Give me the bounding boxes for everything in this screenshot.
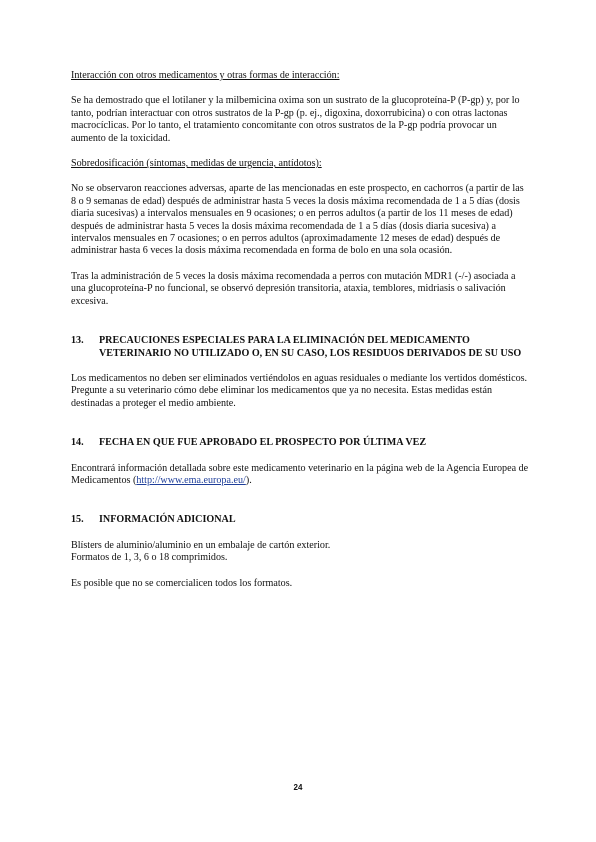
- section-15-line-2: Formatos de 1, 3, 6 o 18 comprimidos.: [71, 552, 228, 564]
- section-13-heading: [71, 335, 531, 360]
- section-14-text-after: ).: [245, 474, 252, 486]
- section-13-number: 13.: [71, 335, 84, 347]
- overdose-heading: Sobredosificación (síntomas, medidas de urgencia, antídotos):: [71, 158, 322, 170]
- section-14-title: FECHA EN QUE FUE APROBADO EL PROSPECTO POR ÚLTIMA VEZ: [99, 437, 427, 449]
- section-14-number: 14.: [71, 437, 84, 449]
- page-number: 24: [293, 783, 303, 792]
- section-13-title: PRECAUCIONES ESPECIALES PARA LA ELIMINACIÓN DEL MEDICAMENTO VETERINARIO NO UTILIZADO O, EN SU CASO, LOS RESIDUOS DERIVADOS DE SU USO: [99, 335, 522, 359]
- section-14-text-before: Encontrará información detallada sobre este medicamento veterinario en la página web de la Agencia Europea de Medicamentos (: [71, 462, 529, 486]
- document-page: [71, 70, 531, 590]
- section-15-heading: [71, 514, 531, 526]
- section-14-heading: [71, 437, 531, 449]
- section-15-line-1: Blísters de aluminio/aluminio en un embalaje de cartón exterior.: [71, 539, 331, 551]
- interaction-paragraph: Se ha demostrado que el lotilaner y la milbemicina oxima son un sustrato de la glucoproteína-P (P-gp) y, por lo tanto, podrían interactuar con otros sustratos de la P-gp (p. ej., digoxina, doxorrubicina) o con otras lactonas macrocíclicas. Por lo tanto, el tratamiento concomitante con otros sustratos de la P-gp podría provocar un aumento de la toxicidad.: [71, 95, 520, 144]
- ema-website-link[interactable]: http://www.ema.europa.eu/: [136, 474, 246, 486]
- section-15-line-3: Es posible que no se comercialicen todos los formatos.: [71, 577, 293, 589]
- section-13-paragraph: Los medicamentos no deben ser eliminados vertiéndolos en aguas residuales o mediante los vertidos domésticos. Pregunte a su veterinario cómo debe eliminar los medicamentos que ya no necesita. Estas medidas están destinadas a proteger el medio ambiente.: [71, 372, 528, 409]
- overdose-paragraph-2: Tras la administración de 5 veces la dosis máxima recomendada a perros con mutación MDR1 (-/-) asociada a una glucoproteína-P no funcional, se observó depresión transitoria, ataxia, temblores, midriasis o salivación excesiva.: [71, 270, 516, 307]
- interaction-heading: Interacción con otros medicamentos y otras formas de interacción:: [71, 70, 340, 81]
- section-14-paragraph: [71, 463, 531, 488]
- section-15-title: INFORMACIÓN ADICIONAL: [99, 514, 236, 526]
- overdose-paragraph-1: No se observaron reacciones adversas, aparte de las mencionadas en este prospecto, en cachorros (a partir de las 8 o 9 semanas de edad) después de administrar hasta 5 veces la dosis máxima recomendada de 1 a 5 días (dosis diaria sucesivas) a intervalos mensuales en 9 ocasiones; o en perros adultos (a partir de los 11 meses de edad) después de administrar hasta 5 veces la dosis máxima recomendada de 1 a 5 días (dosis diaria sucesiva) a intervalos mensuales en 7 ocasiones; o en perros adultos (aproximadamente 12 meses de edad) después de administrar hasta 6 veces la dosis máxima recomendada en forma de bolo en una sola ocasión.: [71, 183, 524, 257]
- section-15-number: 15.: [71, 514, 84, 526]
